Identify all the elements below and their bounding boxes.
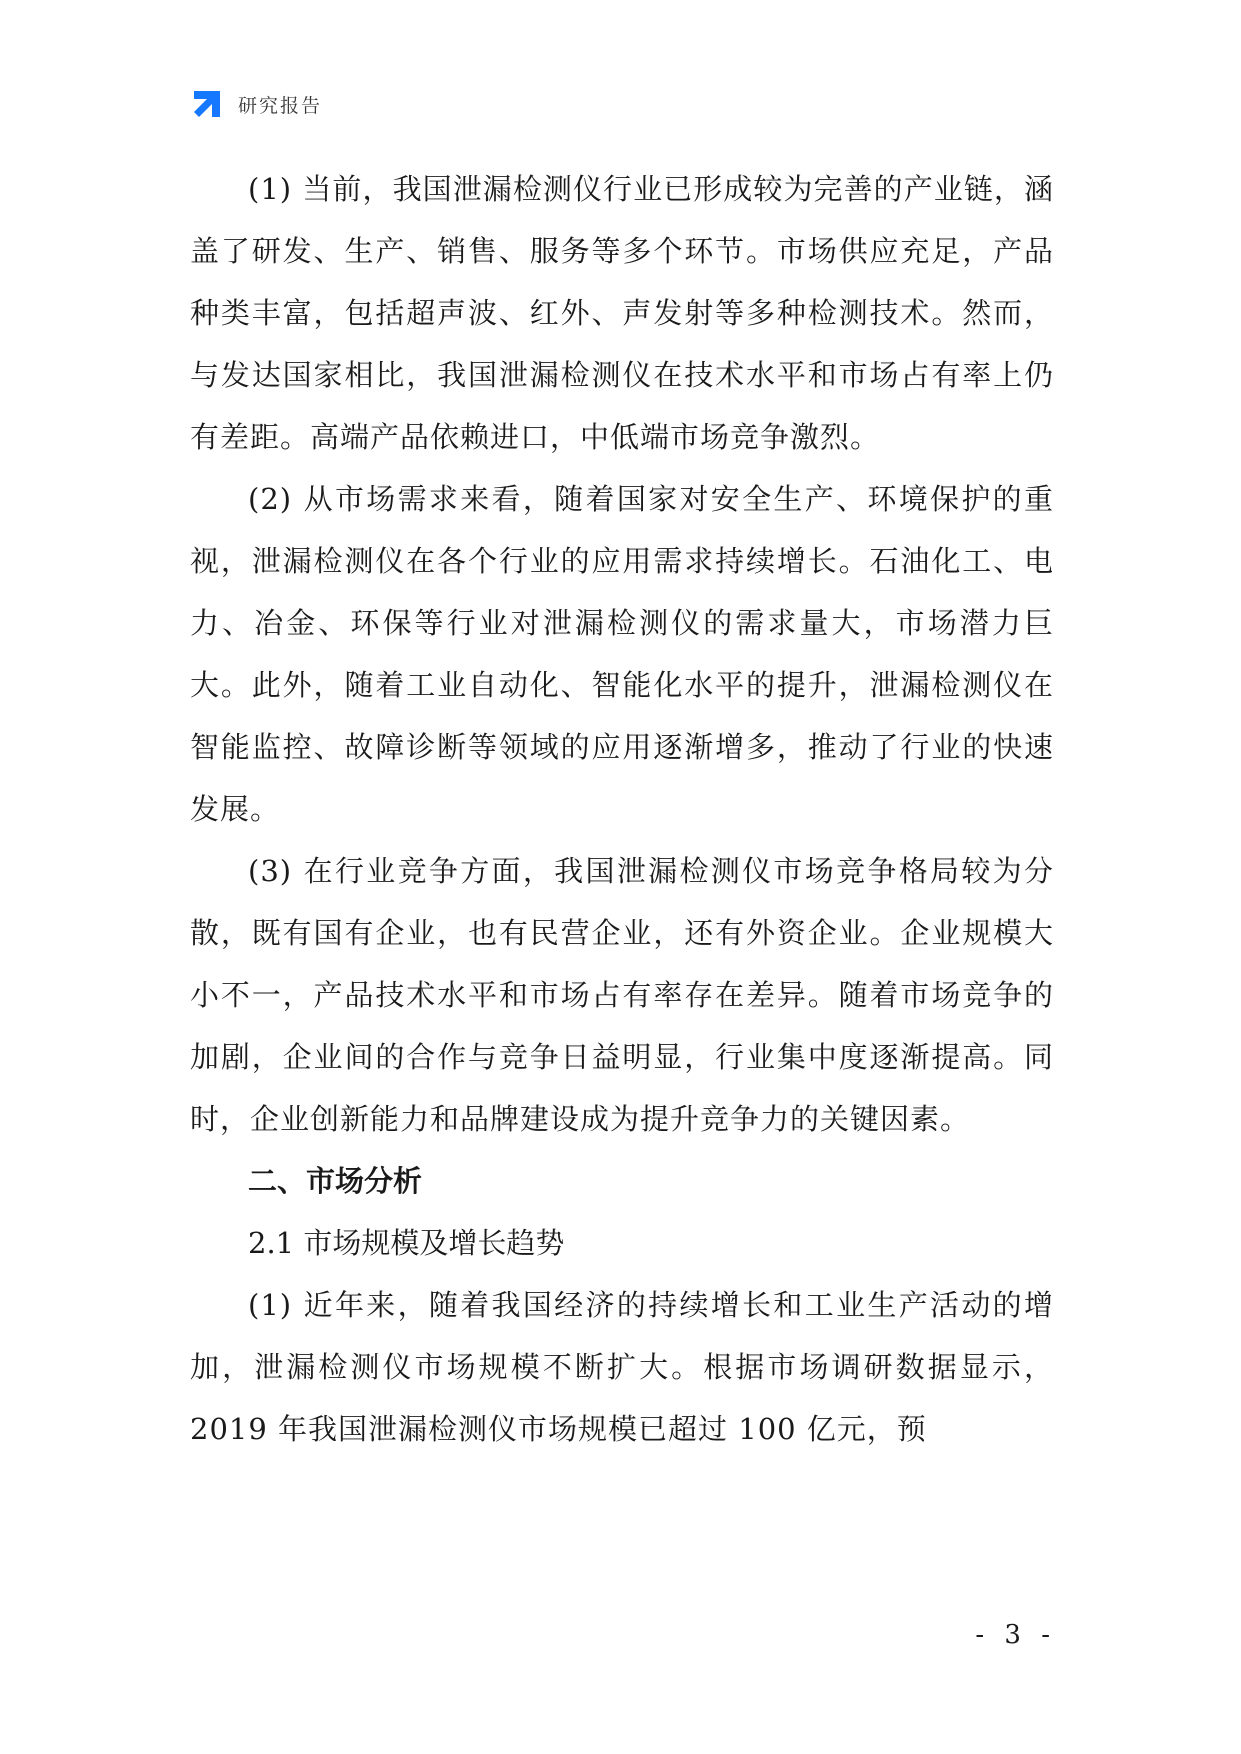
arrow-up-right-icon — [190, 87, 224, 121]
paragraph-market-size: (1) 近年来，随着我国经济的持续增长和工业生产活动的增加，泄漏检测仪市场规模不断扩大。根据市场调研数据显示，2019 年我国泄漏检测仪市场规模已超过 100 亿元，预 — [190, 1288, 1054, 1446]
paragraph-competition: (3) 在行业竞争方面，我国泄漏检测仪市场竞争格局较为分散，既有国有企业，也有民营企业，还有外资企业。企业规模大小不一，产品技术水平和市场占有率存在差异。随着市场竞争的加剧，企业间的合作与竞争日益明显，行业集中度逐渐提高。同时，企业创新能力和品牌建设成为提升竞争力的关键因素。 — [190, 854, 1054, 1136]
document-body — [190, 158, 1054, 1460]
header-title: 研究报告 — [238, 94, 323, 117]
page-number: - 3 - — [975, 1620, 1056, 1650]
paragraph-market-demand: (2) 从市场需求来看，随着国家对安全生产、环境保护的重视，泄漏检测仪在各个行业的应用需求持续增长。石油化工、电力、冶金、环保等行业对泄漏检测仪的需求量大，市场潜力巨大。此外，随着工业自动化、智能化水平的提升，泄漏检测仪在智能监控、故障诊断等领域的应用逐渐增多，推动了行业的快速发展。 — [190, 482, 1054, 826]
report-header — [190, 86, 322, 122]
subsection-heading-market-size: 2.1 市场规模及增长趋势 — [248, 1226, 565, 1260]
paragraph-industry-chain: (1) 当前，我国泄漏检测仪行业已形成较为完善的产业链，涵盖了研发、生产、销售、服务等多个环节。市场供应充足，产品种类丰富，包括超声波、红外、声发射等多种检测技术。然而，与发达国家相比，我国泄漏检测仪在技术水平和市场占有率上仍有差距。高端产品依赖进口，中低端市场竞争激烈。 — [190, 172, 1054, 454]
section-heading-market-analysis: 二、市场分析 — [248, 1164, 423, 1198]
